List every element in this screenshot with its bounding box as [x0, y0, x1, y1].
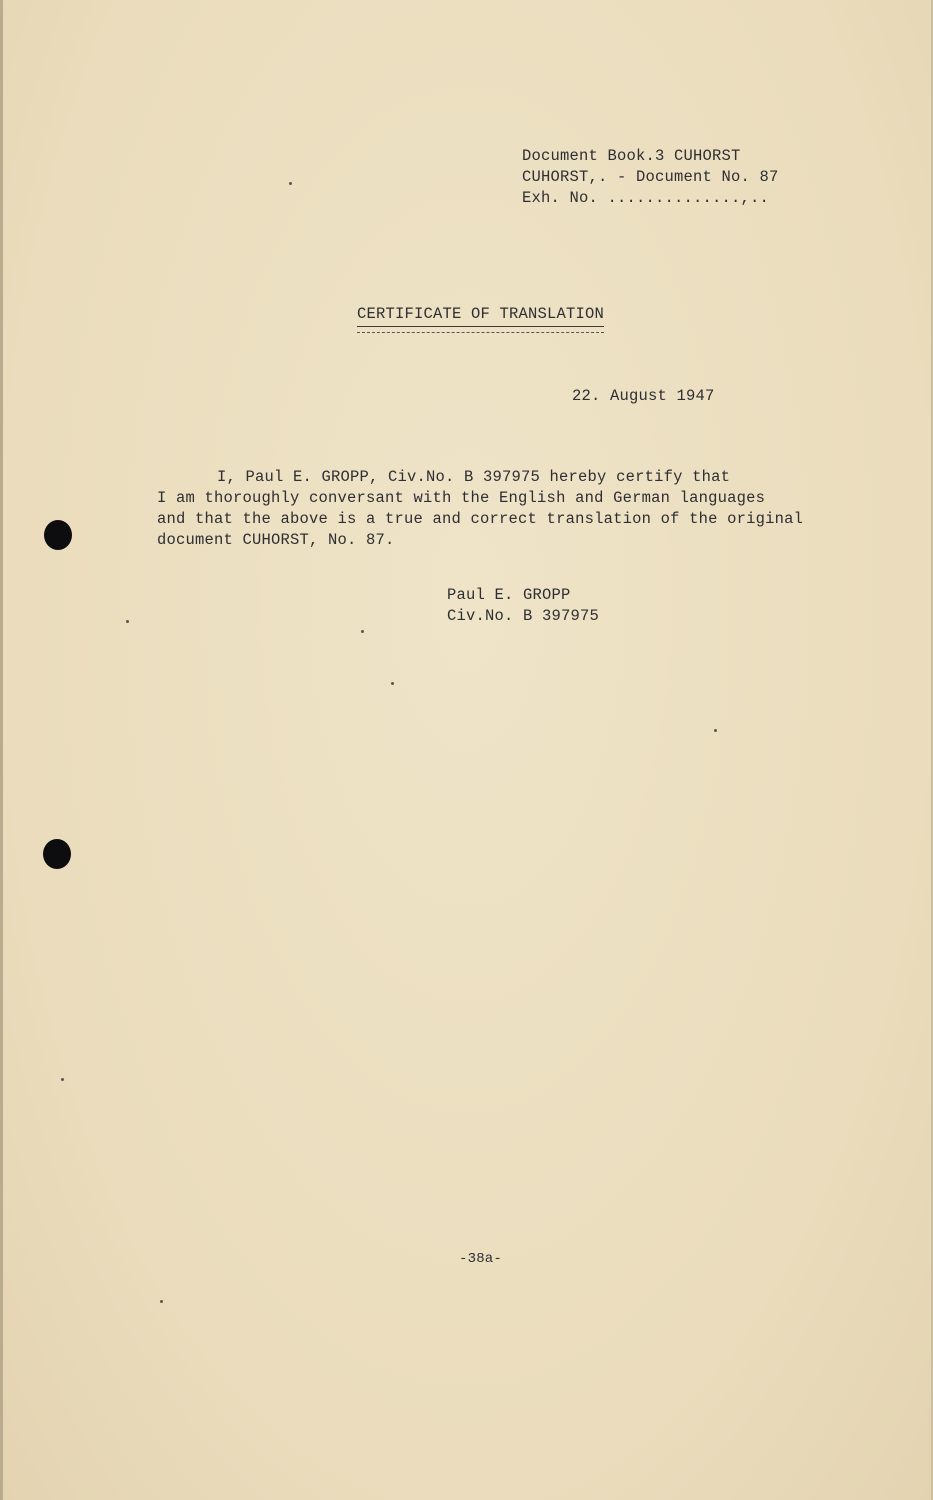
paper-speck [361, 630, 364, 633]
translator-name: Paul E. GROPP [447, 586, 571, 604]
paper-speck [61, 1078, 64, 1081]
document-number-line: CUHORST,. - Document No. 87 [522, 168, 779, 186]
certificate-heading [357, 304, 604, 333]
title-underline-dashed [357, 332, 604, 333]
paper-speck [714, 729, 717, 732]
page-number: -38a- [459, 1251, 503, 1267]
paper-speck [289, 182, 292, 185]
signature-block [447, 585, 599, 627]
document-book-line: Document Book.3 CUHORST [522, 147, 741, 165]
translator-civ-number: Civ.No. B 397975 [447, 607, 600, 625]
punch-hole-upper [44, 520, 72, 550]
certificate-date: 22. August 1947 [572, 387, 715, 405]
title-underline [357, 326, 604, 327]
exhibit-number-line: Exh. No. ..............,.. [522, 189, 770, 207]
body-line-1: I, Paul E. GROPP, Civ.No. B 397975 hereby certify that [217, 468, 731, 486]
paper-speck [391, 682, 394, 685]
certificate-body [157, 467, 803, 551]
body-line-4: document CUHORST, No. 87. [157, 531, 395, 549]
body-line-3: and that the above is a true and correct translation of the original [157, 510, 804, 528]
punch-hole-lower [43, 839, 71, 869]
paper-speck [126, 620, 129, 623]
certificate-title: CERTIFICATE OF TRANSLATION [357, 305, 605, 323]
body-line-2: I am thoroughly conversant with the English and German languages [157, 489, 766, 507]
paper-speck [160, 1300, 163, 1303]
document-reference-block [522, 146, 779, 209]
